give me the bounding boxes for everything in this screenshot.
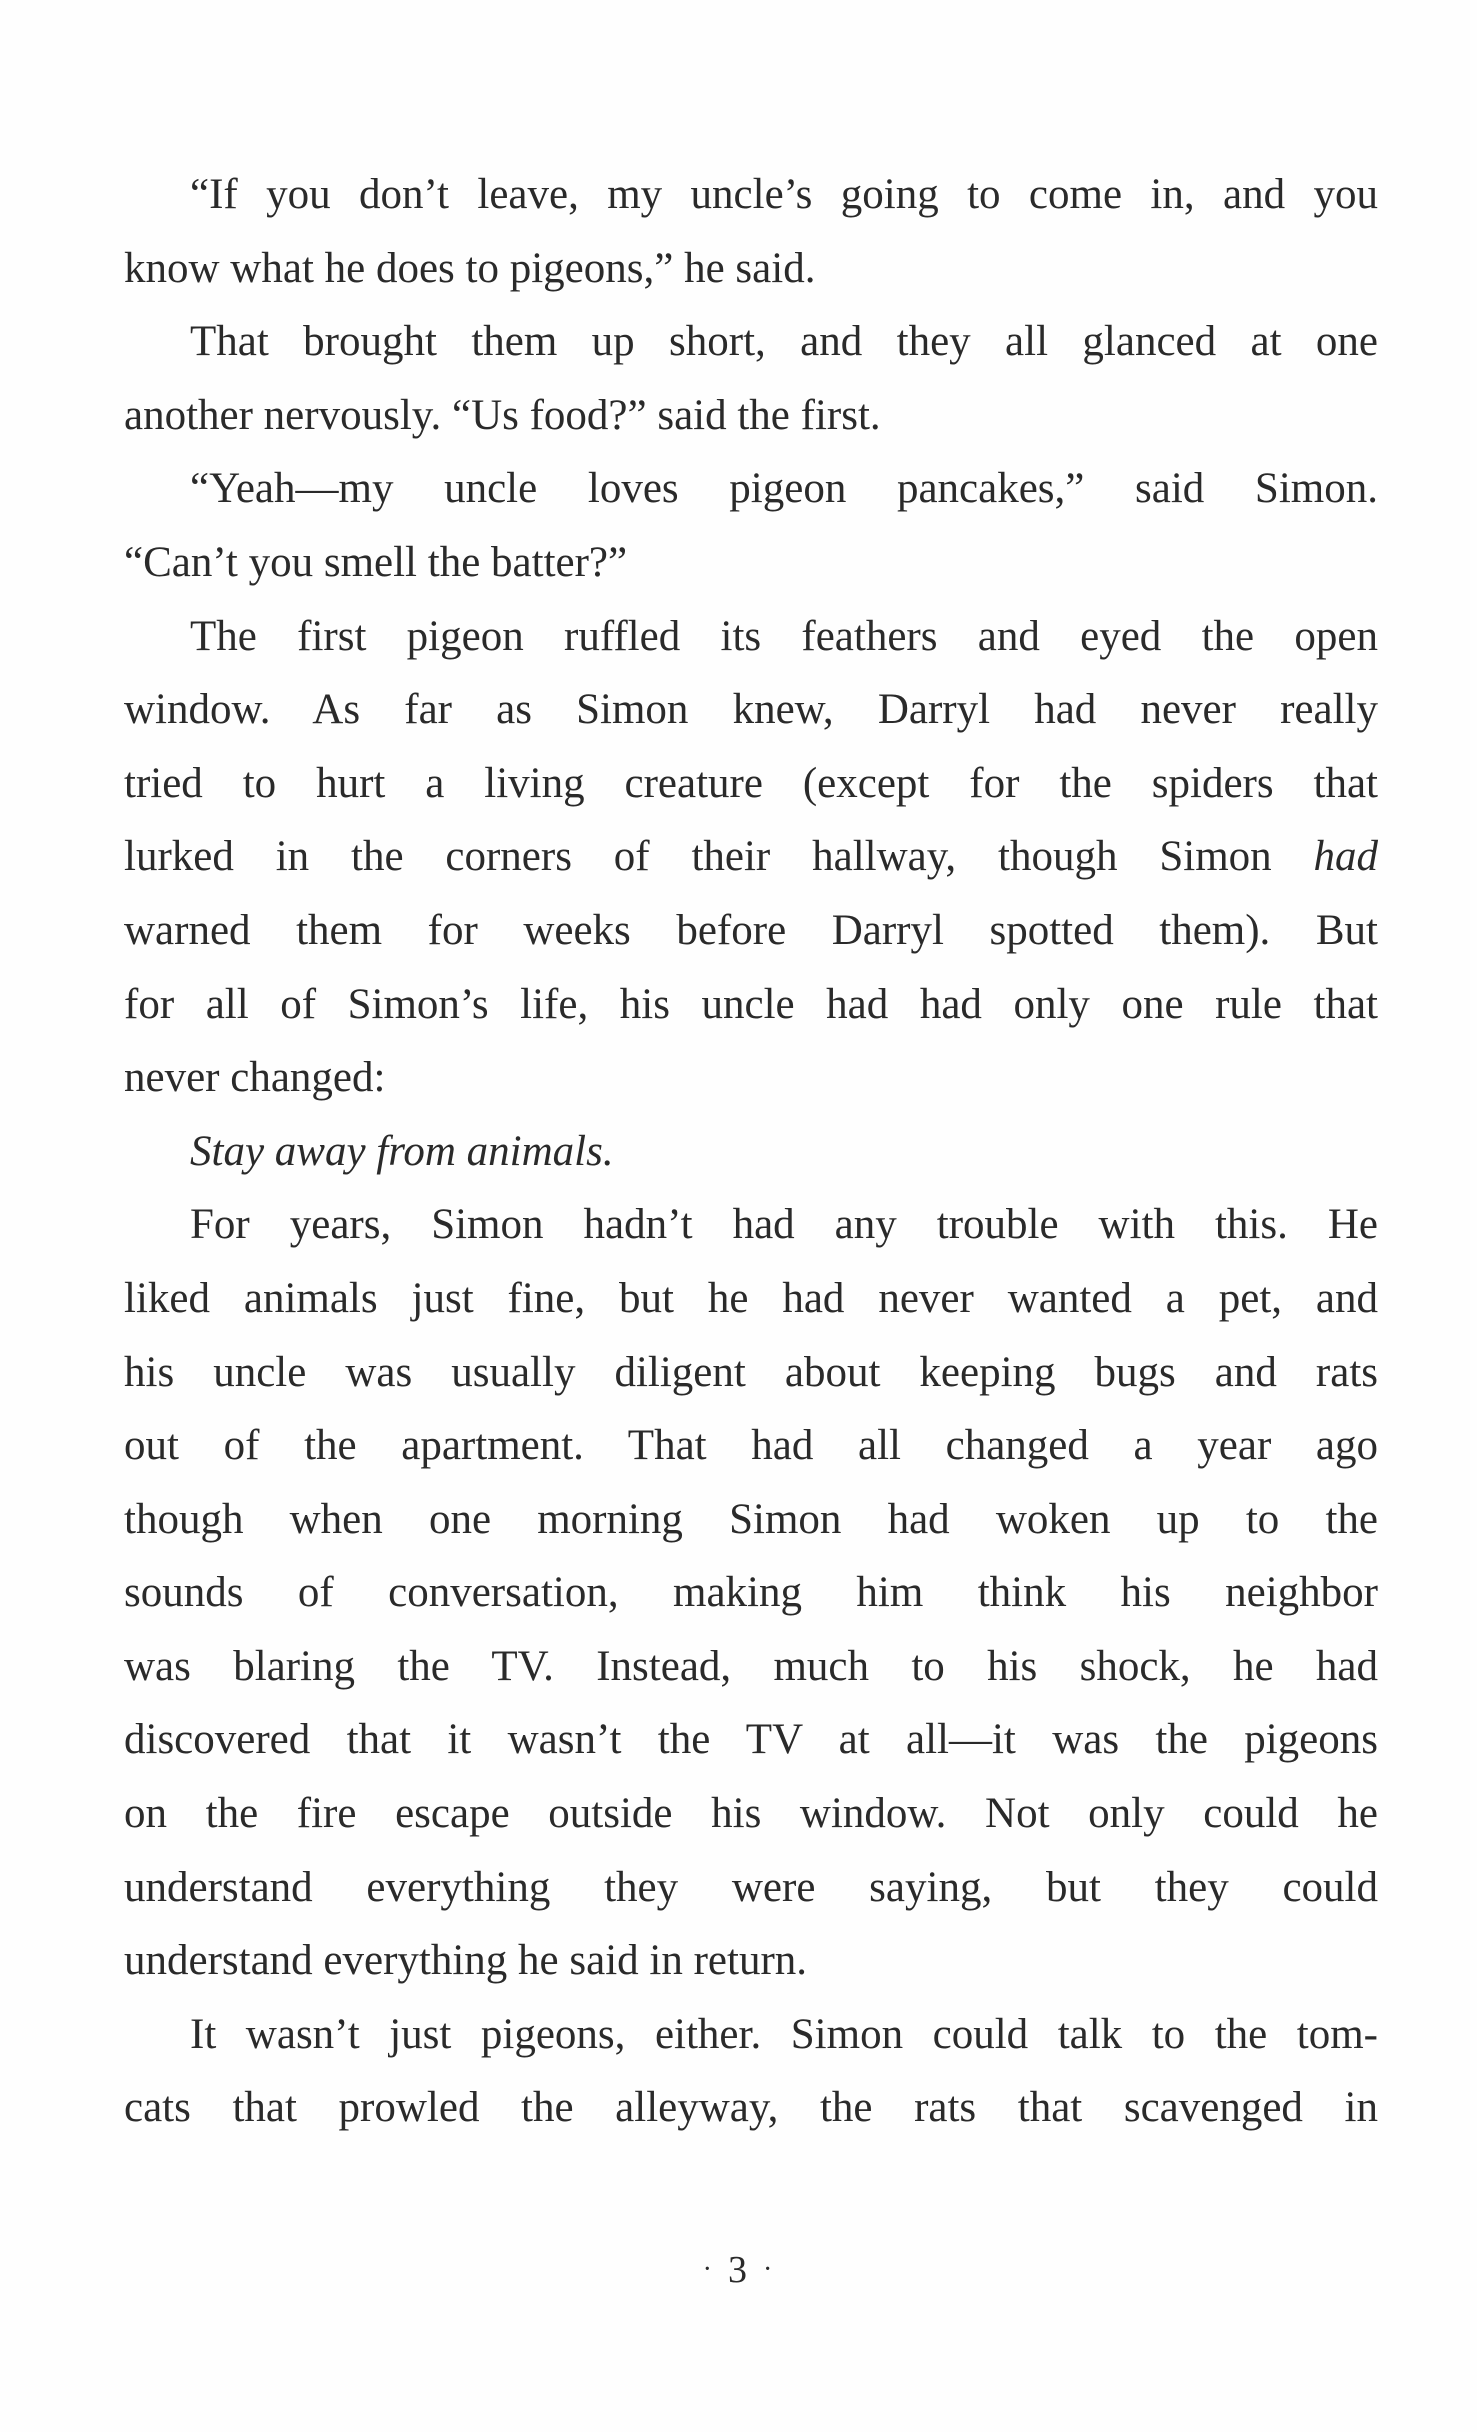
page-number-dot-left: · <box>702 2254 714 2285</box>
text-line: That brought them up short, and they all glanced at one <box>190 318 1378 366</box>
text-line: though when one morning Simon had woken up to the <box>124 1495 1378 1543</box>
text-line: tried to hurt a living creature (except for the spiders that <box>124 759 1378 807</box>
page-number-dot-right: · <box>763 2254 775 2285</box>
emphasis-word: had <box>1313 833 1379 881</box>
text-line: liked animals just fine, but he had never wanted a pet, and <box>124 1274 1378 1322</box>
italic-rule-line: Stay away from animals. <box>190 1127 614 1175</box>
body-text <box>124 158 1378 2145</box>
text-line: out of the apartment. That had all changed a year ago <box>124 1422 1378 1470</box>
text-line: for all of Simon’s life, his uncle had had only one rule that <box>124 980 1378 1028</box>
text-line: For years, Simon hadn’t had any trouble with this. He <box>190 1201 1378 1249</box>
text-line: window. As far as Simon knew, Darryl had never really <box>124 686 1378 734</box>
text-line: on the fire escape outside his window. Not only could he <box>124 1790 1378 1838</box>
text-line: It wasn’t just pigeons, either. Simon could talk to the tom- <box>190 2010 1378 2058</box>
text-line: warned them for weeks before Darryl spotted them). But <box>124 906 1378 954</box>
text-line: “Yeah—my uncle loves pigeon pancakes,” said Simon. <box>190 465 1378 513</box>
text-line: know what he does to pigeons,” he said. <box>124 244 816 292</box>
text-line <box>124 820 1378 894</box>
page-number <box>0 2248 1477 2292</box>
text-line: never changed: <box>124 1054 386 1102</box>
text-line: another nervously. “Us food?” said the first. <box>124 391 881 439</box>
text-line: understand everything they were saying, but they could <box>124 1863 1378 1911</box>
text-line: understand everything he said in return. <box>124 1937 808 1985</box>
page-number-value: 3 <box>728 2249 749 2291</box>
text-line: his uncle was usually diligent about keeping bugs and rats <box>124 1348 1378 1396</box>
text-line: “Can’t you smell the batter?” <box>124 538 628 586</box>
text-line: The first pigeon ruffled its feathers and eyed the open <box>190 612 1378 660</box>
text-line-start: lurked in the corners of their hallway, though Simon <box>124 833 1272 881</box>
text-line: sounds of conversation, making him think his neighbor <box>124 1569 1378 1617</box>
text-line: cats that prowled the alleyway, the rats that scavenged in <box>124 2084 1378 2132</box>
text-line: discovered that it wasn’t the TV at all—it was the pigeons <box>124 1716 1378 1764</box>
text-line: “If you don’t leave, my uncle’s going to come in, and you <box>190 171 1378 218</box>
text-line: was blaring the TV. Instead, much to his shock, he had <box>124 1642 1378 1690</box>
